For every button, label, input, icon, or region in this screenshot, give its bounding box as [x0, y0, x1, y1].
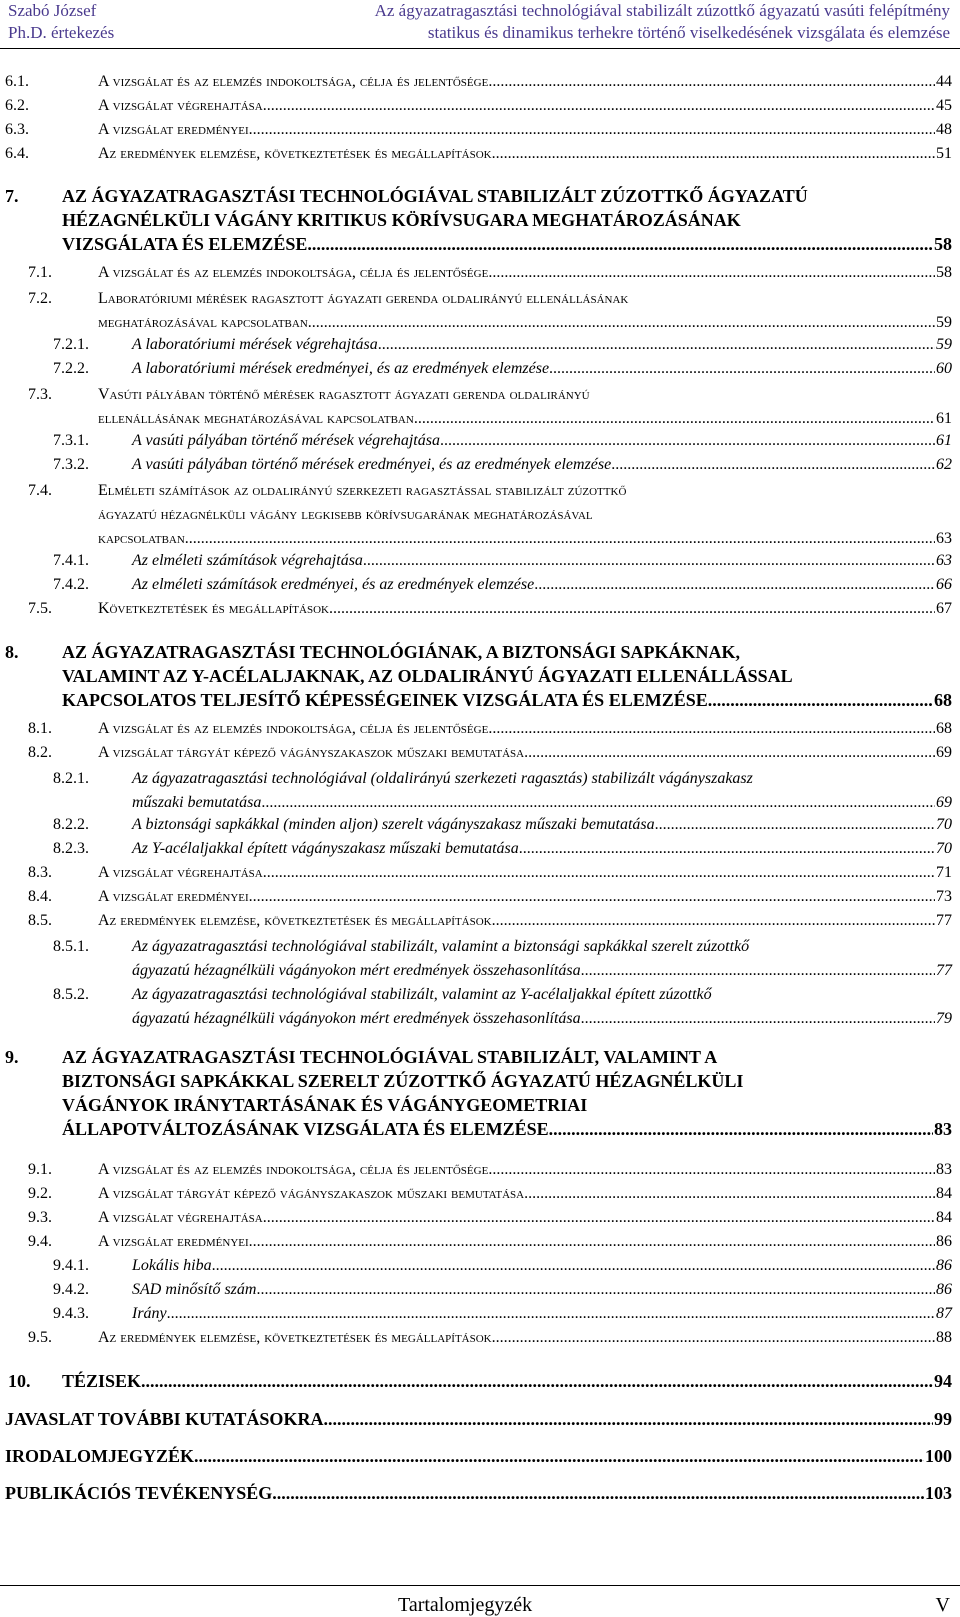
toc-entry-page: 58: [934, 234, 952, 254]
toc-leader-dots: [524, 1184, 935, 1204]
toc-leader-dots: [519, 839, 935, 859]
toc-entry-number: 6.3.: [5, 121, 29, 138]
toc-entry-page: 59: [936, 336, 952, 353]
toc-entry-number: 9.3.: [28, 1209, 52, 1226]
toc-entry-page: 48: [936, 121, 952, 138]
toc-entry-title: Az Y-acélaljakkal épített vágányszakasz műszaki bemutatása: [132, 840, 519, 857]
toc-entry-number: 7.5.: [28, 600, 52, 617]
toc-entry-number: 6.2.: [5, 97, 29, 114]
toc-leader-dots: [263, 1208, 935, 1228]
toc-leader-dots: [492, 911, 935, 931]
toc-entry-line: [5, 1446, 952, 1466]
toc-entry-line: [98, 1184, 952, 1204]
toc-entry-page: 63: [936, 530, 952, 547]
toc-entry-page: 60: [936, 360, 952, 377]
toc-entry-page: 77: [936, 962, 952, 979]
toc-entry-page: 83: [936, 1161, 952, 1178]
toc-entry-title: JAVASLAT TOVÁBBI KUTATÁSOKRA: [5, 1409, 324, 1429]
toc-entry-title: meghatározásával kapcsolatban: [98, 314, 308, 331]
toc-entry-title: A vizsgálat és az elemzés indokoltsága, célja és jelentősége: [98, 73, 489, 90]
toc-entry-line: [132, 575, 952, 595]
toc-entry-page: 84: [936, 1185, 952, 1202]
toc-entry-page: 79: [936, 1010, 952, 1027]
toc-entry-title: A laboratóriumi mérések eredményei, és az eredmények elemzése: [132, 360, 550, 377]
toc-entry-number: 9.4.3.: [53, 1305, 89, 1322]
toc-entry-number: 7.2.2.: [53, 360, 89, 377]
toc-entry-line: [132, 335, 952, 355]
toc-entry-title: A vasúti pályában történő mérések eredményei, és az eredmények elemzése: [132, 456, 612, 473]
toc-leader-dots: [261, 791, 935, 815]
toc-entry-page: 103: [925, 1483, 952, 1503]
toc-entry-line: [98, 911, 952, 931]
toc-entry-number: 6.1.: [5, 73, 29, 90]
toc-leader-dots: [488, 72, 935, 92]
toc-entry-title: VIZSGÁLATA ÉS ELEMZÉSE: [62, 234, 308, 254]
toc-entry-title: A biztonsági sapkákkal (minden aljon) szerelt vágányszakasz műszaki bemutatása: [132, 816, 655, 833]
header-author-block: [8, 0, 208, 44]
toc-leader-dots: [492, 1328, 935, 1348]
footer-page-number: V: [935, 1594, 950, 1616]
toc-entry-line: [132, 959, 952, 983]
toc-entry-title: Elméleti számítások az oldalirányú szerkezeti ragasztással stabilizált zúzottkő: [98, 482, 627, 499]
toc-leader-dots: [263, 96, 935, 116]
toc-entry-title: BIZTONSÁGI SAPKÁKKAL SZERELT ZÚZOTTKŐ ÁGYAZATÚ HÉZAGNÉLKÜLI: [62, 1071, 744, 1091]
toc-entry-title: Laboratóriumi mérések ragasztott ágyazati gerenda oldalirányú ellenállásának: [98, 290, 629, 307]
toc-entry-title: A laboratóriumi mérések végrehajtása: [132, 336, 378, 353]
toc-entry-line: [98, 1232, 952, 1252]
toc-leader-dots: [263, 863, 935, 883]
toc-entry-title: A vasúti pályában történő mérések végrehajtása: [132, 432, 440, 449]
header-author: Szabó József: [8, 1, 97, 20]
toc-entry-title: A vizsgálat és az elemzés indokoltsága, célja és jelentősége: [98, 264, 489, 281]
toc-entry-page: 86: [936, 1257, 952, 1274]
toc-entry-line: [132, 839, 952, 859]
toc-entry-number: 7.4.: [28, 482, 52, 499]
toc-entry-title: Irány: [132, 1305, 167, 1322]
toc-entry-page: 58: [936, 264, 952, 281]
toc-entry-page: 61: [936, 410, 952, 427]
toc-leader-dots: [414, 407, 935, 431]
toc-entry-title: Az eredmények elemzése, következtetések és megállapítások: [98, 912, 492, 929]
toc-leader-dots: [323, 1409, 933, 1429]
toc-entry-title: KAPCSOLATOS TELJESÍTŐ KÉPESSÉGEINEK VIZSGÁLATA ÉS ELEMZÉSE: [62, 690, 708, 710]
toc-entry-line: [98, 120, 952, 140]
toc-leader-dots: [329, 599, 935, 619]
toc-entry-page: 86: [936, 1233, 952, 1250]
toc-entry-title: Lokális hiba: [132, 1257, 212, 1274]
toc-entry-title: A vizsgálat eredményei: [98, 888, 249, 905]
toc-entry-page: 84: [936, 1209, 952, 1226]
toc-entry-line: [132, 1256, 952, 1276]
toc-leader-dots: [363, 551, 935, 571]
toc-entry-line: [98, 72, 952, 92]
toc-entry-title: A vizsgálat végrehajtása: [98, 864, 263, 881]
toc-entry-number: 8.: [5, 642, 19, 662]
toc-entry-number: 9.5.: [28, 1329, 52, 1346]
toc-leader-dots: [256, 1280, 935, 1300]
toc-entry-title: AZ ÁGYAZATRAGASZTÁSI TECHNOLÓGIÁVAL STABILIZÁLT ZÚZOTTKŐ ÁGYAZATÚ: [62, 186, 808, 206]
toc-entry-page: 67: [936, 600, 952, 617]
toc-entry-title: A vizsgálat tárgyát képező vágányszakaszok műszaki bemutatása: [98, 1185, 525, 1202]
toc-entry-line: [98, 407, 952, 431]
toc-entry-line: [132, 983, 712, 1007]
toc-entry-title: A vizsgálat eredményei: [98, 1233, 249, 1250]
toc-entry-line: [62, 664, 793, 688]
toc-entry-page: 70: [936, 840, 952, 857]
toc-leader-dots: [307, 232, 933, 256]
toc-entry-number: 7.3.1.: [53, 432, 89, 449]
toc-entry-line: [98, 599, 952, 619]
toc-entry-page: 83: [934, 1119, 952, 1139]
toc-entry-number: 8.5.2.: [53, 986, 89, 1003]
toc-entry-title: ellenállásának meghatározásával kapcsolatban: [98, 410, 414, 427]
toc-entry-title: ágyazatú hézagnélküli vágány legkisebb körívsugarának meghatározásával: [98, 506, 593, 523]
toc-entry-number: 8.2.3.: [53, 840, 89, 857]
toc-entry-title: SAD minősítő szám: [132, 1281, 257, 1298]
toc-entry-title: VÁGÁNYOK IRÁNYTARTÁSÁNAK ÉS VÁGÁNYGEOMETRIAI: [62, 1095, 588, 1115]
toc-entry-title: Az eredmények elemzése, következtetések és megállapítások: [98, 145, 492, 162]
toc-entry-line: [132, 1007, 952, 1031]
toc-entry-line: [132, 1280, 952, 1300]
toc-entry-line: [62, 688, 952, 712]
toc-leader-dots: [488, 1160, 935, 1180]
header-title-block: [220, 0, 950, 44]
toc-leader-dots: [249, 120, 935, 140]
toc-leader-dots: [378, 335, 935, 355]
toc-entry-line: [62, 640, 740, 664]
toc-entry-line: [98, 503, 593, 527]
header-degree: Ph.D. értekezés: [8, 23, 115, 42]
toc-entry-page: 51: [936, 145, 952, 162]
toc-entry-line: [98, 144, 952, 164]
toc-leader-dots: [249, 887, 935, 907]
toc-entry-page: 87: [936, 1305, 952, 1322]
toc-entry-number: 6.4.: [5, 145, 29, 162]
toc-entry-title: ágyazatú hézagnélküli vágányokon mért eredmények összehasonlítása: [132, 962, 581, 979]
toc-entry-title: Vasúti pályában történő mérések ragasztott ágyazati gerenda oldalirányú: [98, 386, 590, 403]
toc-entry-number: 7.2.: [28, 290, 52, 307]
page-footer: [0, 1585, 960, 1616]
toc-entry-page: 63: [936, 552, 952, 569]
toc-entry-line: [98, 863, 952, 883]
toc-entry-line: [98, 527, 952, 551]
toc-entry-number: 7.3.: [28, 386, 52, 403]
toc-entry-title: Az ágyazatragasztási technológiával stabilizált, valamint a biztonsági sapkákkal szerelt zúzottkő: [132, 938, 750, 955]
toc-entry-title: Következtetések és megállapítások: [98, 600, 329, 617]
toc-entry-line: [132, 791, 952, 815]
toc-entry-title: ÁLLAPOTVÁLTOZÁSÁNAK VIZSGÁLATA ÉS ELEMZÉSE: [62, 1119, 549, 1139]
toc-entry-number: 7.: [5, 186, 19, 206]
toc-entry-page: 99: [934, 1409, 952, 1429]
toc-entry-line: [62, 1117, 952, 1141]
toc-entry-line: [98, 887, 952, 907]
toc-leader-dots: [611, 455, 935, 475]
toc-entry-title: IRODALOMJEGYZÉK: [5, 1446, 195, 1466]
toc-entry-number: 10.: [8, 1371, 31, 1391]
toc-entry-number: 7.1.: [28, 264, 52, 281]
toc-entry-line: [132, 359, 952, 379]
toc-entry-page: 62: [936, 456, 952, 473]
toc-entry-line: [132, 1304, 952, 1324]
toc-leader-dots: [488, 719, 935, 739]
toc-entry-title: műszaki bemutatása: [132, 794, 262, 811]
page-header: [0, 0, 960, 49]
toc-leader-dots: [167, 1304, 935, 1324]
toc-entry-line: [5, 1483, 952, 1503]
toc-entry-title: AZ ÁGYAZATRAGASZTÁSI TECHNOLÓGIÁNAK, A BIZTONSÁGI SAPKÁKNAK,: [62, 642, 740, 662]
toc-entry-line: [132, 935, 749, 959]
toc-entry-line: [62, 1093, 587, 1117]
toc-entry-number: 7.3.2.: [53, 456, 89, 473]
toc-entry-line: [62, 1069, 743, 1093]
toc-entry-number: 8.5.1.: [53, 938, 89, 955]
toc-leader-dots: [440, 431, 935, 451]
toc-entry-number: 8.1.: [28, 720, 52, 737]
toc-leader-dots: [272, 1483, 924, 1503]
toc-entry-line: [98, 383, 590, 407]
toc-entry-title: A vizsgálat eredményei: [98, 121, 249, 138]
toc-entry-title: Az eredmények elemzése, következtetések és megállapítások: [98, 1329, 492, 1346]
toc-entry-line: [98, 311, 952, 335]
toc-entry-line: [132, 815, 952, 835]
toc-entry-title: HÉZAGNÉLKÜLI VÁGÁNY KRITIKUS KÖRÍVSUGARA MEGHATÁROZÁSÁNAK: [62, 210, 741, 230]
toc-entry-title: AZ ÁGYAZATRAGASZTÁSI TECHNOLÓGIÁVAL STABILIZÁLT, VALAMINT A: [62, 1047, 718, 1067]
toc-entry-number: 9.1.: [28, 1161, 52, 1178]
toc-entry-title: VALAMINT AZ Y-ACÉLALJAKNAK, AZ OLDALIRÁNYÚ ÁGYAZATI ELLENÁLLÁSSAL: [62, 666, 793, 686]
toc-entry-line: [62, 208, 741, 232]
toc-entry-number: 9.4.: [28, 1233, 52, 1250]
header-title-line-2: statikus és dinamikus terhekre történő viselkedésének vizsgálata és elemzése: [427, 23, 950, 42]
toc-entry-line: [98, 1160, 952, 1180]
toc-entry-line: [98, 479, 626, 503]
toc-entry-line: [98, 1328, 952, 1348]
toc-leader-dots: [549, 1117, 933, 1141]
toc-entry-title: kapcsolatban: [98, 530, 185, 547]
toc-entry-page: 68: [934, 690, 952, 710]
toc-entry-number: 8.5.: [28, 912, 52, 929]
toc-entry-title: A vizsgálat tárgyát képező vágányszakaszok műszaki bemutatása: [98, 744, 525, 761]
toc-leader-dots: [581, 1007, 935, 1031]
toc-leader-dots: [212, 1256, 935, 1276]
toc-leader-dots: [492, 144, 935, 164]
toc-leader-dots: [581, 959, 935, 983]
toc-entry-page: 100: [925, 1446, 952, 1466]
toc-leader-dots: [534, 575, 935, 595]
toc-entry-number: 8.2.2.: [53, 816, 89, 833]
toc-entry-number: 7.4.2.: [53, 576, 89, 593]
toc-entry-line: [62, 184, 808, 208]
toc-entry-title: Az elméleti számítások végrehajtása: [132, 552, 363, 569]
toc-entry-title: A vizsgálat és az elemzés indokoltsága, célja és jelentősége: [98, 1161, 489, 1178]
toc-entry-title: A vizsgálat és az elemzés indokoltsága, célja és jelentősége: [98, 720, 489, 737]
toc-entry-line: [5, 1409, 952, 1429]
toc-entry-page: 68: [936, 720, 952, 737]
toc-entry-title: PUBLIKÁCIÓS TEVÉKENYSÉG: [5, 1483, 273, 1503]
toc-entry-title: Az ágyazatragasztási technológiával (oldalirányú szerkezeti ragasztás) stabilizált vágányszakasz: [132, 770, 753, 787]
toc-entry-number: 8.4.: [28, 888, 52, 905]
toc-entry-line: [98, 287, 628, 311]
toc-entry-number: 8.2.1.: [53, 770, 89, 787]
toc-entry-page: 69: [936, 744, 952, 761]
toc-entry-page: 69: [936, 794, 952, 811]
toc-entry-line: [132, 767, 753, 791]
toc-entry-line: [62, 1371, 952, 1391]
toc-entry-line: [62, 1045, 717, 1069]
toc-entry-number: 9.4.1.: [53, 1257, 89, 1274]
toc-entry-page: 88: [936, 1329, 952, 1346]
toc-entry-number: 9.4.2.: [53, 1281, 89, 1298]
toc-entry-title: Az ágyazatragasztási technológiával stabilizált, valamint az Y-acélaljakkal épített zúzottkő: [132, 986, 712, 1003]
toc-entry-number: 7.4.1.: [53, 552, 89, 569]
toc-entry-title: A vizsgálat végrehajtása: [98, 1209, 263, 1226]
toc-entry-title: Az elméleti számítások eredményei, és az eredmények elemzése: [132, 576, 535, 593]
toc-entry-line: [98, 96, 952, 116]
toc-entry-page: 61: [936, 432, 952, 449]
toc-entry-title: A vizsgálat végrehajtása: [98, 97, 263, 114]
toc-entry-page: 73: [936, 888, 952, 905]
toc-entry-line: [62, 232, 952, 256]
header-title-line-1: Az ágyazatragasztási technológiával stabilizált zúzottkő ágyazatú vasúti felépítmény: [374, 1, 950, 20]
toc-entry-line: [98, 1208, 952, 1228]
toc-entry-number: 7.2.1.: [53, 336, 89, 353]
toc-leader-dots: [488, 263, 935, 283]
toc-entry-title: ágyazatú hézagnélküli vágányokon mért eredmények összehasonlítása: [132, 1010, 581, 1027]
toc-entry-page: 86: [936, 1281, 952, 1298]
toc-entry-page: 77: [936, 912, 952, 929]
toc-entry-page: 45: [936, 97, 952, 114]
footer-section-title: Tartalomjegyzék: [398, 1594, 533, 1616]
toc-leader-dots: [524, 743, 935, 763]
toc-entry-page: 66: [936, 576, 952, 593]
toc-leader-dots: [194, 1446, 924, 1466]
toc-leader-dots: [141, 1371, 933, 1391]
toc-entry-page: 44: [936, 73, 952, 90]
toc-entry-line: [98, 263, 952, 283]
toc-entry-number: 9.2.: [28, 1185, 52, 1202]
toc-leader-dots: [708, 688, 933, 712]
toc-entry-number: 9.: [5, 1047, 19, 1067]
toc-entry-number: 8.2.: [28, 744, 52, 761]
toc-leader-dots: [185, 527, 935, 551]
toc-entry-line: [132, 551, 952, 571]
toc-leader-dots: [308, 311, 935, 335]
toc-entry-title: TÉZISEK: [62, 1371, 142, 1391]
toc-entry-line: [98, 719, 952, 739]
toc-leader-dots: [549, 359, 935, 379]
toc-entry-number: 8.3.: [28, 864, 52, 881]
toc-entry-line: [132, 455, 952, 475]
toc-entry-page: 94: [934, 1371, 952, 1391]
toc-entry-page: 71: [936, 864, 952, 881]
toc-entry-line: [98, 743, 952, 763]
toc-entry-page: 59: [936, 314, 952, 331]
toc-entry-page: 70: [936, 816, 952, 833]
toc-entry-line: [132, 431, 952, 451]
toc-leader-dots: [655, 815, 935, 835]
toc-leader-dots: [249, 1232, 935, 1252]
